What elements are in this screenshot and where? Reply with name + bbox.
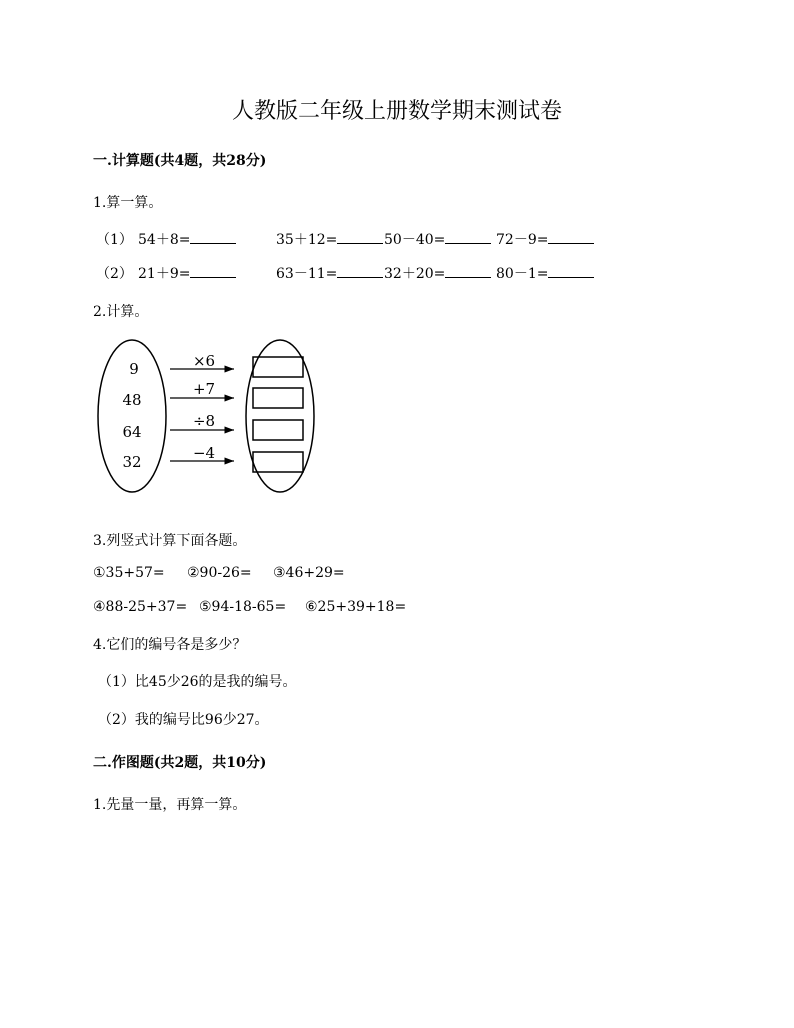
exercise-item: 54＋8= [138,229,276,249]
section-heading-calculation: 一.计算题(共4题，共28分) [93,153,267,169]
question-1-row-1 [96,229,594,249]
exercise-item: ⑤94-18-65= [199,599,287,615]
answer-blank[interactable] [445,231,491,244]
question-4-label: 4.它们的编号各是多少？ [93,637,247,653]
exercise-item: ⑥25+39+18= [305,599,407,615]
number-label: 9 [129,360,139,378]
number-label: 32 [122,453,142,471]
question-1-row-2 [96,263,594,283]
answer-box[interactable] [253,420,303,440]
question-3-row-1 [93,565,345,581]
question-3-label: 3.列竖式计算下面各题。 [93,533,247,549]
answer-box[interactable] [253,452,303,472]
operation-label: ×6 [192,352,216,370]
question-4-sub-1: （1）比45少26的是我的编号。 [98,674,297,690]
answer-blank[interactable] [190,231,236,244]
answer-blank[interactable] [445,265,491,278]
mapping-diagram [96,336,326,496]
page-title: 人教版二年级上册数学期末测试卷 [231,99,562,124]
right-ellipse [246,340,314,492]
exercise-item: 63－11= [276,263,384,283]
answer-box[interactable] [253,388,303,408]
question-4-sub-2: （2）我的编号比96少27。 [98,712,269,728]
question-2-label: 2.计算。 [93,304,149,320]
answer-blank[interactable] [337,231,383,244]
operation-label: −4 [192,444,216,462]
answer-blank[interactable] [190,265,236,278]
exercise-item: 50－40= [384,229,496,249]
answer-blank[interactable] [548,265,594,278]
row-prefix: （2） [96,266,133,282]
number-label: 64 [122,423,142,441]
exercise-item: ③46+29= [273,565,345,581]
answer-blank[interactable] [337,265,383,278]
section-2-question-1-label: 1.先量一量，再算一算。 [93,797,247,813]
operation-label: +7 [192,380,216,398]
number-label: 48 [122,391,142,409]
question-1-label: 1.算一算。 [93,195,163,211]
exercise-item: 72－9= [496,229,594,249]
exercise-item: 80－1= [496,263,594,283]
answer-box[interactable] [253,357,303,377]
row-prefix: （1） [96,232,133,248]
exercise-item: 32＋20= [384,263,496,283]
section-heading-drawing: 二.作图题(共2题，共10分) [93,755,267,771]
operation-label: ÷8 [192,412,216,430]
exercise-item: 21＋9= [138,263,276,283]
question-3-row-2 [93,599,406,615]
exercise-item: ④88-25+37= [93,599,188,615]
exercise-item: ②90-26= [187,565,252,581]
exercise-item: ①35+57= [93,565,165,581]
answer-blank[interactable] [548,231,594,244]
exercise-item: 35＋12= [276,229,384,249]
